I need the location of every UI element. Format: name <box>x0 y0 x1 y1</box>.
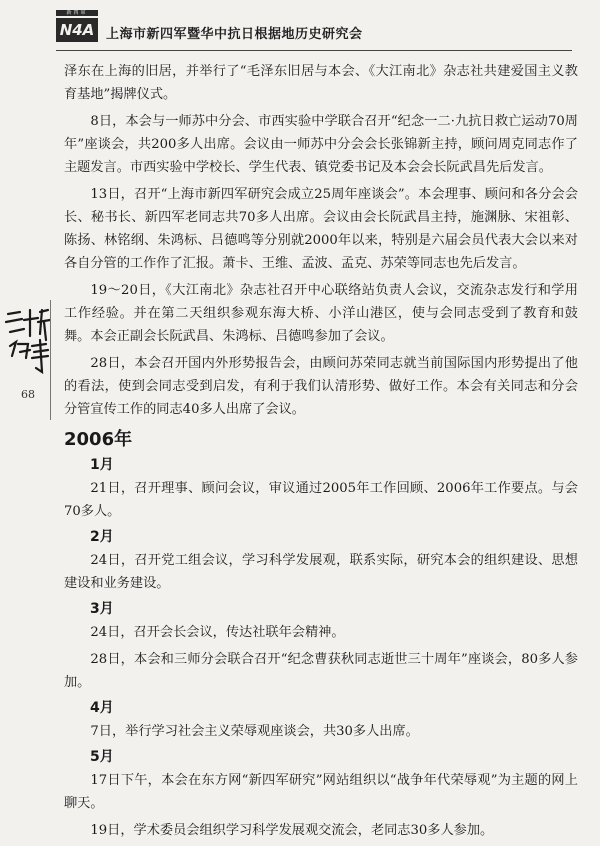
entry: 24日，召开会长会议，传达社联年会精神。 <box>90 625 345 640</box>
paragraph: 19～20日，《大江南北》杂志社召开中心联络站负责人会议，交流杂志发行和学用工作经验。并在第二天组织参观东海大桥、小洋山港区，使与会同志受到了教育和鼓舞。本会正副会长阮武昌、朱鸿标、吕德鸣参加了会议。 <box>64 283 578 344</box>
month-heading: 2月 <box>90 529 114 545</box>
paragraph: 8日，本会与一师苏中分会、市西实验中学联合召开“纪念一二·九抗日救亡运动70周年”座谈会，共200多人出席。会议由一师苏中分会会长张锦新主持，顾问周克同志作了主题发言。市西实验中学校长、学生代表、镇党委书记及本会会长阮武昌先后发言。 <box>64 114 578 175</box>
logo-text: N4A <box>56 18 98 42</box>
page-number: 68 <box>21 388 35 401</box>
month-heading: 1月 <box>90 457 114 473</box>
month-heading: 3月 <box>90 601 114 617</box>
entry: 19日，学术委员会组织学习科学发展观交流会，老同志30多人参加。 <box>90 823 494 838</box>
page-header <box>56 10 363 44</box>
page-body <box>64 60 578 846</box>
month-heading: 5月 <box>90 749 114 765</box>
entry: 17日下午，本会在东方网“新四军研究”网站组织以“战争年代荣辱观”为主题的网上聊天。 <box>64 773 578 811</box>
entry: 28日，本会和三师分会联合召开“纪念曹获秋同志逝世三十周年”座谈会，80多人参加。 <box>64 652 578 690</box>
logo-top-text: 新四軍 <box>56 10 98 16</box>
paragraph: 28日，本会召开国内外形势报告会，由顾问苏荣同志就当前国际国内形势提出了他的看法，使到会同志受到启发，有利于我们认清形势、做好工作。本会有关同志和分会分管宣传工作的同志40多人出席了会议。 <box>64 356 578 417</box>
entry: 24日，召开党工组会议，学习科学发展观，联系实际，研究本会的组织建设、思想建设和业务建设。 <box>64 553 578 591</box>
header-divider <box>56 50 572 51</box>
paragraph: 13日，召开“上海市新四军研究会成立25周年座谈会”。本会理事、顾问和各分会会长、秘书长、新四军老同志共70多人出席。会议由会长阮武昌主持，施渊脉、宋祖彰、陈扬、林铭纲、朱鸿标、吕德鸣等分别就2000年以来，特别是六届会员代表大会以来对各自分管的工作作了汇报。萧卡、王维、孟波、孟克、苏荣等同志也先后发言。 <box>64 187 578 271</box>
month-heading: 4月 <box>90 700 114 716</box>
page-sidebar <box>0 300 56 401</box>
paragraph-continued: 泽东在上海的旧居，并举行了“毛泽东旧居与本会、《大江南北》杂志社共建爱国主义教育基地”揭牌仪式。 <box>64 64 578 102</box>
organization-title: 上海市新四军暨华中抗日根据地历史研究会 <box>106 27 363 42</box>
year-heading: 2006年 <box>64 429 133 450</box>
sidebar-divider <box>50 300 51 420</box>
n4a-logo <box>56 10 98 44</box>
calligraphy-title-mark <box>0 300 56 380</box>
entry: 21日，召开理事、顾问会议，审议通过2005年工作回顾、2006年工作要点。与会70多人。 <box>64 481 578 519</box>
entry: 7日，举行学习社会主义荣辱观座谈会，共30多人出席。 <box>90 724 419 739</box>
